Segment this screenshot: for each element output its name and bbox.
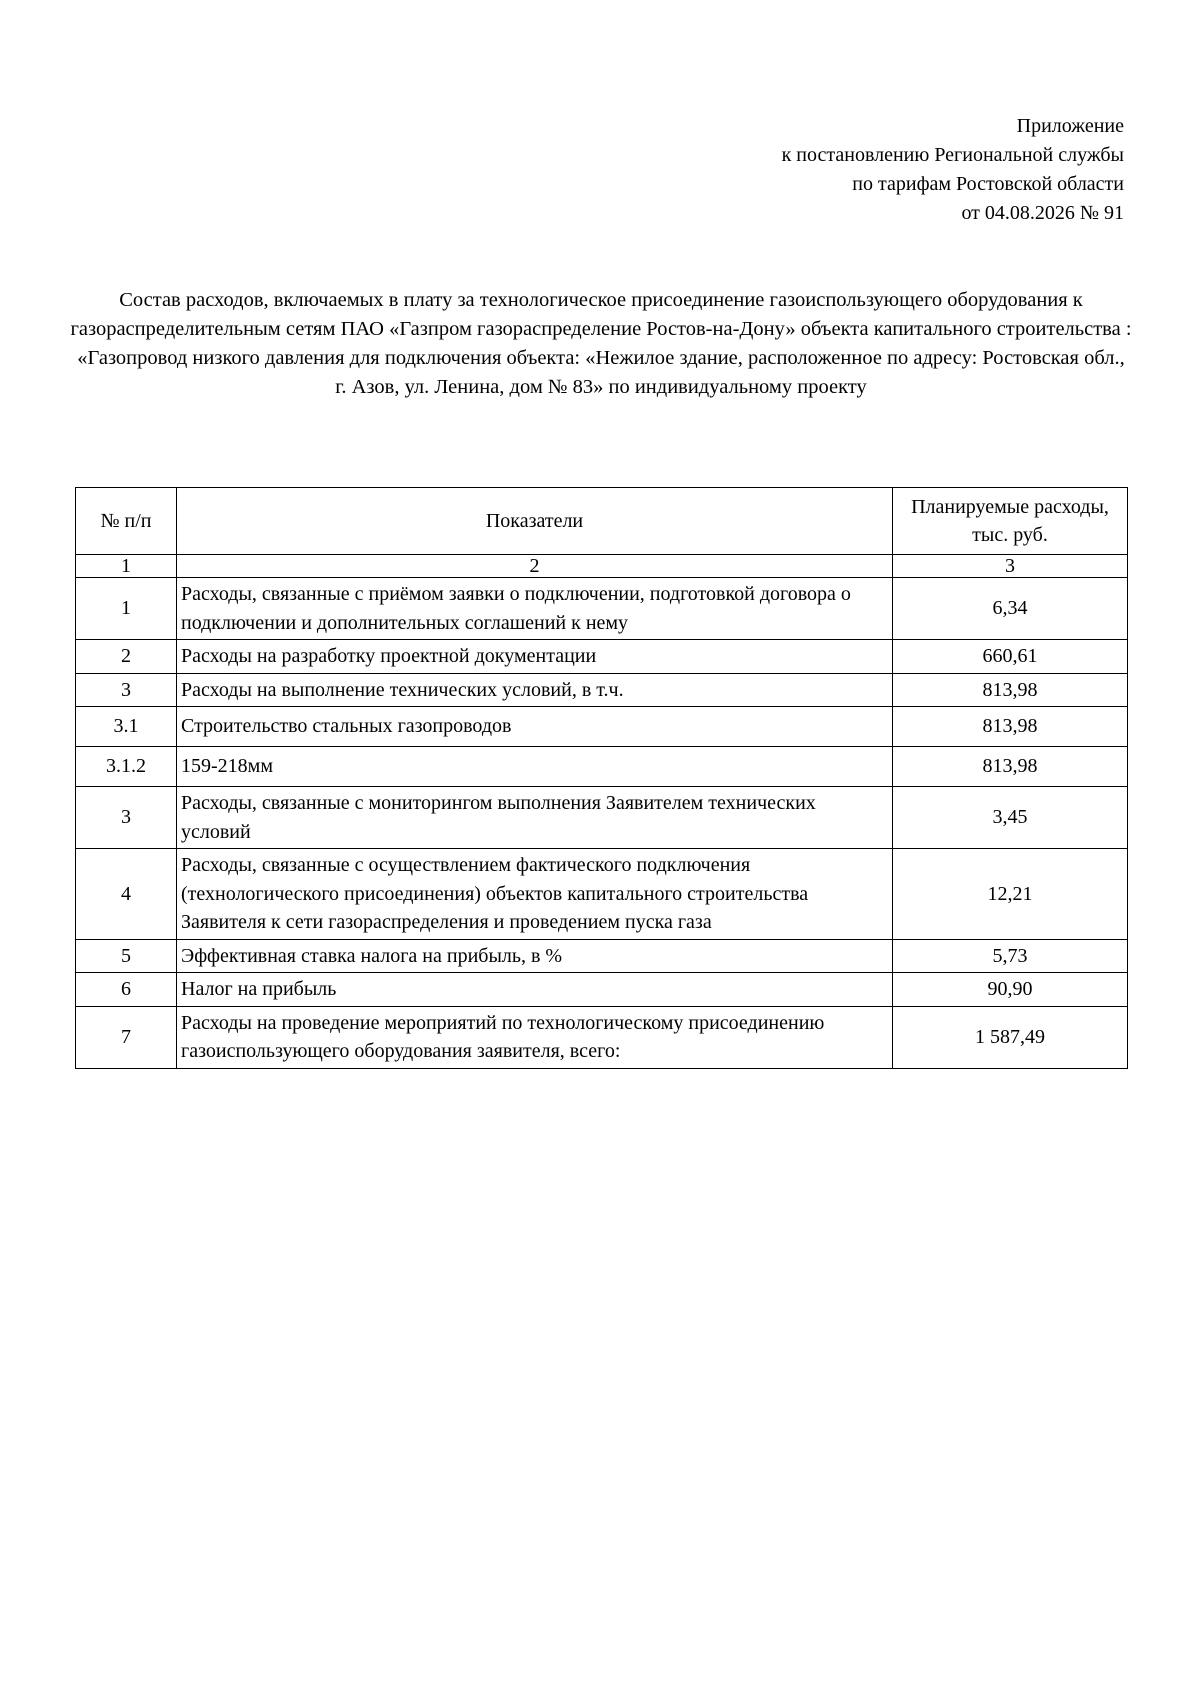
row-indicator: Расходы, связанные с осуществлением фактического подключения (технологического присоединения) объектов капитального строительства Заявителя к сети газораспределения и проведением пуска газа [177,849,893,940]
row-value: 3,45 [893,787,1128,849]
row-indicator: Расходы на проведение мероприятий по технологическому присоединению газоиспользующего оборудования заявителя, всего: [177,1006,893,1068]
row-indicator: Расходы на выполнение технических условий, в т.ч. [177,673,893,707]
row-value: 813,98 [893,673,1128,707]
header-indicator: Показатели [177,488,893,555]
row-indicator: 159-218мм [177,747,893,787]
row-value: 90,90 [893,973,1128,1007]
row-num: 7 [76,1006,177,1068]
row-num: 3 [76,673,177,707]
row-value: 12,21 [893,849,1128,940]
header-value: Планируемые расходы, тыс. руб. [893,488,1128,555]
column-number: 1 [76,555,177,578]
row-indicator: Эффективная ставка налога на прибыль, в % [177,939,893,973]
table-row [76,673,1128,707]
row-value: 813,98 [893,747,1128,787]
table-row [76,707,1128,747]
header-num: № п/п [76,488,177,555]
appendix-line: к постановлению Региональной службы [781,144,1124,166]
row-num: 1 [76,578,177,640]
document-title: Состав расходов, включаемых в плату за технологическое присоединение газоиспользующего оборудования к газораспределительным сетям ПАО «Газпром газораспределение Ростов-на-Дону» объекта капитального строительства : «Газопровод низкого давления для подключения объекта: «Нежилое здание, расположенное по адресу: Ростовская обл., г. Азов, ул. Ленина, дом № 83» по индивидуальному проекту [70,289,1132,398]
row-indicator: Строительство стальных газопроводов [177,707,893,747]
row-num: 5 [76,939,177,973]
row-value: 1 587,49 [893,1006,1128,1068]
appendix-line: Приложение [1016,115,1124,137]
row-indicator: Расходы на разработку проектной документации [177,640,893,674]
costs-table [75,487,1128,1069]
table-header-row [76,488,1128,555]
table-row [76,939,1128,973]
row-value: 813,98 [893,707,1128,747]
row-num: 3.1.2 [76,747,177,787]
table-row [76,578,1128,640]
row-num: 6 [76,973,177,1007]
appendix-header [524,112,1124,228]
table-row [76,747,1128,787]
row-indicator: Расходы, связанные с мониторингом выполнения Заявителем технических условий [177,787,893,849]
row-value: 5,73 [893,939,1128,973]
table-row [76,849,1128,940]
column-number-row [76,555,1128,578]
row-indicator: Налог на прибыль [177,973,893,1007]
table-row [76,1006,1128,1068]
column-number: 2 [177,555,893,578]
row-num: 3 [76,787,177,849]
row-indicator: Расходы, связанные с приёмом заявки о подключении, подготовкой договора о подключении и дополнительных соглашений к нему [177,578,893,640]
appendix-line: по тарифам Ростовской области [852,173,1124,195]
table-row [76,787,1128,849]
row-value: 660,61 [893,640,1128,674]
row-num: 2 [76,640,177,674]
column-number: 3 [893,555,1128,578]
appendix-line: от 04.08.2026 № 91 [961,202,1124,224]
table-row [76,973,1128,1007]
row-num: 3.1 [76,707,177,747]
row-num: 4 [76,849,177,940]
table-row [76,640,1128,674]
row-value: 6,34 [893,578,1128,640]
